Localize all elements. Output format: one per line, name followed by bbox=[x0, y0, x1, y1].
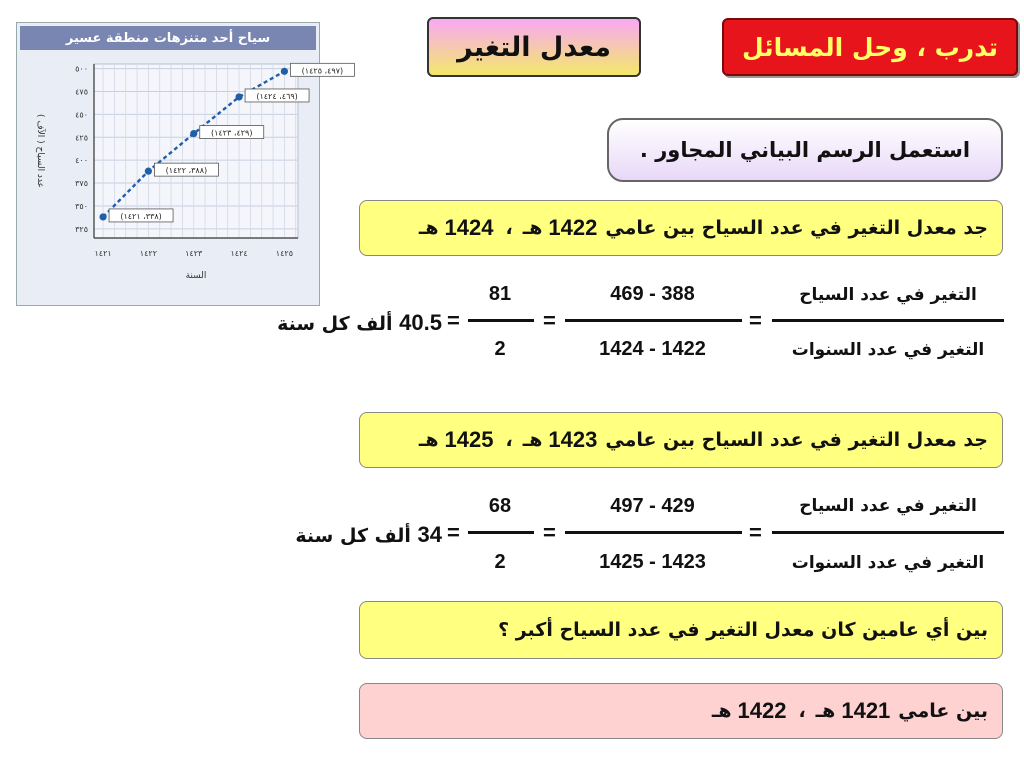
x-axis-title: السنة bbox=[185, 271, 207, 281]
calc-2-eq-2: = bbox=[543, 520, 556, 545]
question-1-sep: ، bbox=[505, 217, 513, 239]
x-tick-label: ١٤٢٣ bbox=[185, 249, 203, 258]
answer-text: بين عامي bbox=[898, 700, 988, 722]
calc-1-num-expr: 469 - 388 bbox=[610, 283, 695, 305]
answer-year-b: 1422 bbox=[737, 698, 787, 723]
data-point bbox=[190, 130, 197, 137]
calc-1-bar-val bbox=[468, 319, 534, 322]
calc-2-label-bottom: التغير في عدد السنوات bbox=[791, 553, 985, 573]
calc-1-result bbox=[277, 310, 442, 336]
calc-1-num-val: 81 bbox=[488, 283, 512, 305]
answer-year-a: 1421 bbox=[841, 698, 891, 723]
calc-2-num-expr: 497 - 429 bbox=[610, 495, 695, 517]
chart-title: سياح أحد متنزهات منطقة عسير bbox=[20, 26, 316, 50]
calc-2-eq-1: = bbox=[749, 520, 762, 545]
chart-plot bbox=[16, 50, 344, 304]
question-2-unit-b: هـ bbox=[418, 429, 439, 451]
calc-2-den-val: 2 bbox=[494, 551, 506, 573]
calc-1-result-unit: ألف كل سنة bbox=[277, 313, 393, 335]
calc-2-label-top: التغير في عدد السياح bbox=[799, 496, 977, 516]
data-point bbox=[145, 168, 152, 175]
point-label: (٤٩٧، ١٤٢٥) bbox=[301, 66, 344, 76]
instruction-callout: استعمل الرسم البياني المجاور . bbox=[607, 118, 1003, 182]
question-3 bbox=[359, 601, 1003, 659]
y-axis-title: عدد السياح ( الآف ) bbox=[35, 113, 45, 189]
calc-2-num-val: 68 bbox=[488, 495, 512, 517]
answer-box bbox=[359, 683, 1003, 739]
calc-1-bar-expr bbox=[565, 319, 742, 322]
calc-1-result-value: 40.5 bbox=[399, 310, 442, 335]
calc-2-bar-labels bbox=[772, 531, 1004, 534]
answer-unit-b: هـ bbox=[711, 700, 732, 722]
topic-title: معدل التغير bbox=[427, 17, 641, 77]
calc-2-bar-expr bbox=[565, 531, 742, 534]
y-tick-label: ٣٢٥ bbox=[75, 224, 88, 234]
answer-unit-a: هـ bbox=[815, 700, 836, 722]
calc-1-eq-2: = bbox=[543, 308, 556, 333]
question-1-year-b: 1424 bbox=[444, 215, 494, 240]
calc-1-den-val: 2 bbox=[494, 338, 506, 360]
calc-1-eq-3: = bbox=[447, 308, 460, 333]
data-point bbox=[281, 68, 288, 75]
question-2 bbox=[359, 412, 1003, 468]
y-tick-label: ٤٧٥ bbox=[75, 87, 88, 97]
y-tick-label: ٣٧٥ bbox=[75, 179, 88, 189]
point-label: (٤٢٩، ١٤٢٣) bbox=[211, 128, 253, 138]
practice-title: تدرب ، وحل المسائل bbox=[722, 18, 1018, 76]
calc-1-bar-labels bbox=[772, 319, 1004, 322]
calc-2-result bbox=[295, 522, 442, 548]
question-2-year-b: 1425 bbox=[444, 427, 494, 452]
calc-1-label-top: التغير في عدد السياح bbox=[799, 285, 977, 305]
x-tick-label: ١٤٢١ bbox=[94, 249, 112, 258]
x-tick-label: ١٤٢٥ bbox=[275, 249, 293, 258]
question-1-unit-a: هـ bbox=[522, 217, 543, 239]
answer-sep: ، bbox=[798, 700, 806, 722]
calc-1-den-expr: 1424 - 1422 bbox=[599, 338, 706, 360]
question-2-unit-a: هـ bbox=[522, 429, 543, 451]
calc-1-label-bottom: التغير في عدد السنوات bbox=[791, 340, 985, 360]
question-2-year-a: 1423 bbox=[548, 427, 598, 452]
y-tick-label: ٣٥٠ bbox=[75, 201, 88, 211]
x-tick-label: ١٤٢٢ bbox=[139, 249, 157, 258]
calc-2-den-expr: 1425 - 1423 bbox=[599, 551, 706, 573]
data-point bbox=[235, 93, 242, 100]
point-label: (٤٦٩، ١٤٢٤) bbox=[256, 91, 298, 101]
calc-2-bar-val bbox=[468, 531, 534, 534]
y-tick-label: ٤٠٠ bbox=[75, 156, 88, 166]
calc-2-result-value: 34 bbox=[417, 522, 442, 547]
question-2-text: جد معدل التغير في عدد السياح بين عامي bbox=[605, 429, 988, 451]
question-1-year-a: 1422 bbox=[548, 215, 598, 240]
point-label: (٣٨٨، ١٤٢٢) bbox=[165, 166, 208, 176]
question-1 bbox=[359, 200, 1003, 256]
y-tick-label: ٤٢٥ bbox=[75, 133, 88, 143]
calc-2-eq-3: = bbox=[447, 520, 460, 545]
x-tick-label: ١٤٢٤ bbox=[230, 249, 248, 258]
calc-1-eq-1: = bbox=[749, 308, 762, 333]
question-1-unit-b: هـ bbox=[418, 217, 439, 239]
calc-2-result-unit: ألف كل سنة bbox=[295, 525, 411, 547]
y-tick-label: ٥٠٠ bbox=[75, 64, 88, 74]
question-3-text: بين أي عامين كان معدل التغير في عدد السياح أكبر ؟ bbox=[498, 619, 988, 641]
point-label: (٣٣٨، ١٤٢١) bbox=[120, 211, 162, 221]
data-point bbox=[99, 213, 106, 220]
question-1-text: جد معدل التغير في عدد السياح بين عامي bbox=[605, 217, 988, 239]
y-tick-label: ٤٥٠ bbox=[75, 110, 88, 120]
question-2-sep: ، bbox=[505, 429, 513, 451]
